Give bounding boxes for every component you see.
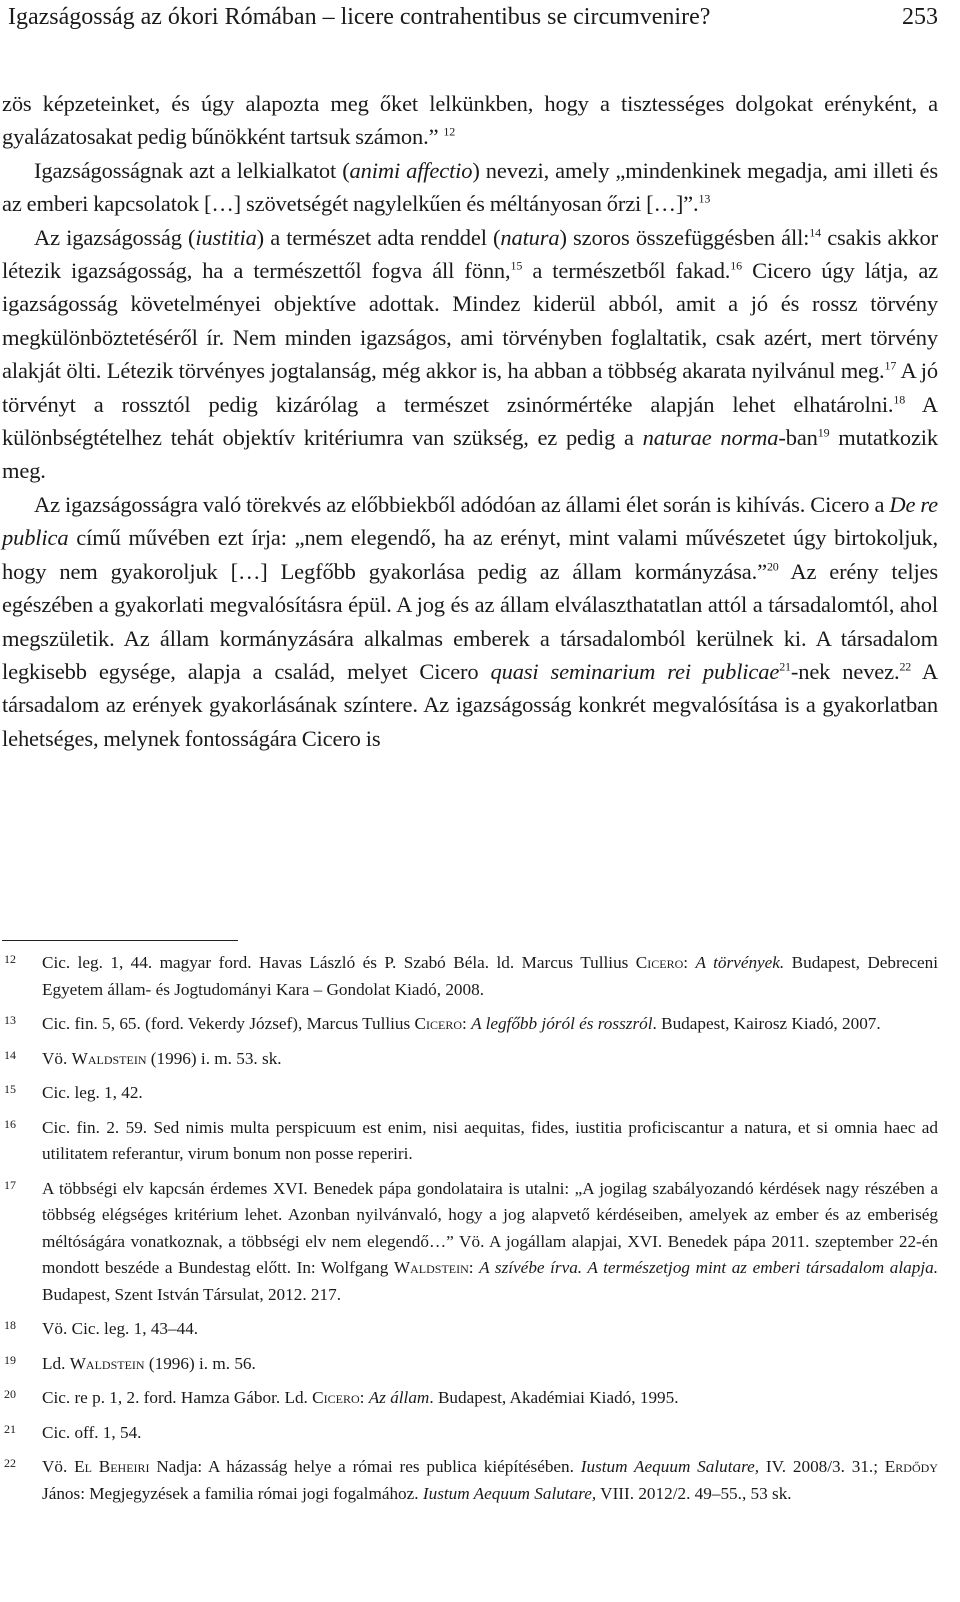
author-name: Erdődy [884,1457,938,1476]
text-run: Vö. Cic. leg. 1, 43–44. [42,1319,199,1338]
footnote-number: 12 [4,952,16,966]
author-name: El Beheiri [74,1457,150,1476]
footnote-text [42,1083,143,1102]
author-name: Waldstein [71,1048,147,1068]
footnote-number: 18 [4,1318,16,1332]
footnote [2,1454,938,1507]
footnote-number: 20 [4,1387,16,1401]
footnote-number: 21 [4,1421,16,1436]
text-run: A jó törvényt a rossztól pedig kizárólag a természet zsinórmértéke alapján lehet elhatárolni. [2,358,938,417]
text-run: Vö. [42,1048,72,1068]
text-run: -ban [778,425,818,451]
footnote-reference: 22 [899,659,912,674]
text-run: Ld. [42,1353,70,1373]
text-run: a természetből fakad. [522,258,731,284]
text-run: Cic. off. 1, 54. [42,1422,142,1442]
text-run: . Budapest, Akadémiai Kiadó, 1995. [429,1388,679,1407]
text-run: : [359,1388,369,1407]
text-run: ) szoros összefüggésben áll: [559,224,810,250]
footnote-text [42,1118,938,1164]
footnote-number: 13 [4,1013,16,1027]
text-run: Nadja: A házasság helye a római res publica kiépítésében. [149,1457,581,1476]
footnote-reference: 20 [766,559,779,574]
footnote-number: 16 [4,1116,16,1131]
footnote-reference: 15 [510,258,523,273]
footnote [2,1420,938,1447]
footnote-text [42,1179,938,1304]
italic-text: Iustum Aequum Salutare, [580,1457,760,1476]
italic-text: A legfőbb jóról és rosszról [471,1014,653,1033]
text-run: Az igazságosság ( [34,224,196,250]
footnote-number: 17 [4,1177,16,1192]
footnote [2,1351,938,1378]
footnote-text [42,1319,198,1338]
italic-text: A törvények. [695,953,785,972]
footnote [2,1316,938,1343]
text-run: -nek nevez. [790,658,900,684]
text-run: János: Megjegyzések a familia római jogi fogalmához. [42,1483,423,1503]
paragraph [2,488,938,755]
text-run: Az erény teljes egészében a gyakorlati megvalósításra épül. A jog és az állam elválaszthatatlan attól a társadalomtól, ahol megszületik. Az állam kormányzására alkalmas emberek a társadalomból kerülnek ki. A társadalom legkisebb egysége, alapja a család, melyet Cicero [2,558,938,684]
italic-text: iustitia [195,224,257,250]
page-number: 253 [902,4,938,30]
text-run: Budapest, Debreceni Egyetem állam- és Jogtudományi Kara – Gondolat Kiadó, 2008. [42,953,938,999]
text-run: Budapest, Szent István Társulat, 2012. 217. [42,1284,341,1304]
footnote-text [42,1457,938,1503]
footnote-separator [2,940,238,941]
author-name: Waldstein [69,1353,145,1373]
text-run: csakis akkor létezik igazságosság, ha a természettől fogva áll fönn, [2,224,938,284]
footnote-reference: 14 [809,225,821,240]
text-run: Cic. fin. 2. 59. Sed nimis multa perspicuum est enim, nisi aequitas, fides, iustitia proficiscantur a natura, et si omnia haec ad utilitatem referantur, virum bonum non posse reperiri. [42,1117,938,1163]
footnote [2,1176,938,1309]
text-run: mutatkozik meg. [2,425,938,484]
italic-text: animi affectio [349,157,473,183]
paragraph [2,154,938,221]
text-run: A többségi elv kapcsán érdemes XVI. Benedek pápa gondolataira is utalni: „A jogilag szabályozandó kérdések nagy részében a többség elégséges kritérium lehet. Azonban nyilvánvaló, hogy a jog alapvető kérdéseiben, amelyek az ember és az emberiség méltóságára vonatkoznak, a többségi elv nem elegendő…” Vö. A jogállam alapjai, XVI. Benedek pápa 2011. szeptember 22-én mondott beszéde a Bundestag előtt. In: Wolfgang [42,1178,938,1277]
italic-text: A szívébe írva. A természetjog mint az emberi társadalom alapja. [479,1258,938,1277]
footnote-number: 14 [4,1047,16,1062]
footnote-number: 19 [4,1352,16,1367]
author-name: Cicero [635,953,684,972]
text-run: ) nevezi, amely „mindenkinek megadja, ami illeti és az emberi kapcsolatok […] szövetségét nagylelkűen és méltányosan őrzi […]”. [2,157,939,217]
text-run: Vö. [42,1457,75,1476]
running-title: Igazságosság az ókori Rómában – licere contrahentibus se circumvenire? [8,4,711,30]
footnote-reference: 17 [884,358,897,373]
footnote-reference: 19 [817,425,830,440]
text-run: Cic. re p. 1, 2. ford. Hamza Gábor. Ld. [42,1388,313,1407]
text-run: Cicero úgy látja, az igazságosság követelményei objektíve adottak. Mindez kiderül abból, amit a jó és rossz törvény megkülönböztetéséről ír. Nem minden igazságos, ami törvényben foglaltatik, csak azért, mert törvény alakját ölti. Létezik törvényes jogtalanság, még akkor is, ha abban a többség akarata nyilvánul meg. [2,258,938,384]
footnote-text [42,1049,282,1068]
italic-text: Iustum Aequum Salutare, [422,1483,597,1503]
italic-text: De re publica [2,491,938,551]
paragraph [2,221,938,488]
italic-text: quasi seminarium rei publicae [490,658,780,684]
text-run: : [462,1014,472,1033]
running-header [8,2,938,32]
text-run: (1996) i. m. 56. [144,1353,256,1373]
footnote [2,1011,938,1038]
text-run: . Budapest, Kairosz Kiadó, 2007. [652,1014,881,1033]
text-run: : [683,953,696,972]
italic-text: naturae norma [642,425,779,451]
author-name: Cicero [414,1014,462,1033]
author-name: Waldstein [393,1258,469,1277]
footnote-text [42,1014,881,1033]
text-run: Cic. leg. 1, 44. magyar ford. Havas László és P. Szabó Béla. ld. Marcus Tullius [42,953,636,972]
footnote-reference: 13 [698,191,711,206]
text-run: című művében ezt írja: „nem elegendő, ha az erényt, mint valami művészetet úgy birtokoljuk, hogy nem gyakoroljuk […] Legfőbb gyakorlása pedig az állam kormányzása.” [2,525,938,584]
text-run: VIII. 2012/2. 49–55., 53 sk. [596,1483,792,1503]
text-run: zös képzeteinket, és úgy alapozta meg őket lelkünkben, hogy a tisztességes dolgokat erényként, a gyalázatosakat pedig bűnökként tartsuk számon.” [2,91,938,150]
footnote-text [42,953,938,999]
footnote-reference: 21 [779,659,791,674]
italic-text: Az állam [368,1388,430,1407]
text-run: Cic. leg. 1, 42. [42,1083,143,1102]
main-text [2,87,938,755]
text-run: : [468,1258,480,1277]
footnote-reference: 16 [730,258,742,273]
footnote [2,950,938,1003]
text-run: IV. 2008/3. 31.; [759,1457,885,1476]
footnote-text [42,1423,141,1442]
footnote-number: 15 [4,1082,16,1096]
text-run: (1996) i. m. 53. sk. [146,1048,282,1068]
italic-text: natura [500,224,560,250]
footnote-reference: 12 [443,124,456,139]
text-run: Igazságosságnak azt a lelkialkatot ( [34,157,350,183]
footnote [2,1080,938,1107]
footnotes [2,950,938,1515]
text-run: A társadalom az erények gyakorlásának színtere. Az igazságosság konkrét megvalósítása is a gyakorlatban lehetséges, melynek fontosságára Cicero is [2,658,938,751]
footnote [2,1046,938,1073]
footnote [2,1115,938,1168]
footnote-text [42,1388,679,1407]
footnote-text [42,1354,256,1373]
footnote-reference: 18 [893,392,906,407]
footnote-number: 22 [4,1456,16,1470]
text-run: A különbségtételhez tehát objektív kritériumra van szükség, ez pedig a [2,391,938,451]
paragraph [2,87,938,154]
author-name: Cicero [312,1388,360,1407]
text-run: ) a természet adta renddel ( [256,224,501,250]
text-run: Cic. fin. 5, 65. (ford. Vekerdy József), Marcus Tullius [42,1014,415,1033]
footnote [2,1385,938,1412]
text-run: Az igazságosságra való törekvés az előbbiekből adódóan az állami élet során is kihívás. Cicero a [34,491,890,517]
